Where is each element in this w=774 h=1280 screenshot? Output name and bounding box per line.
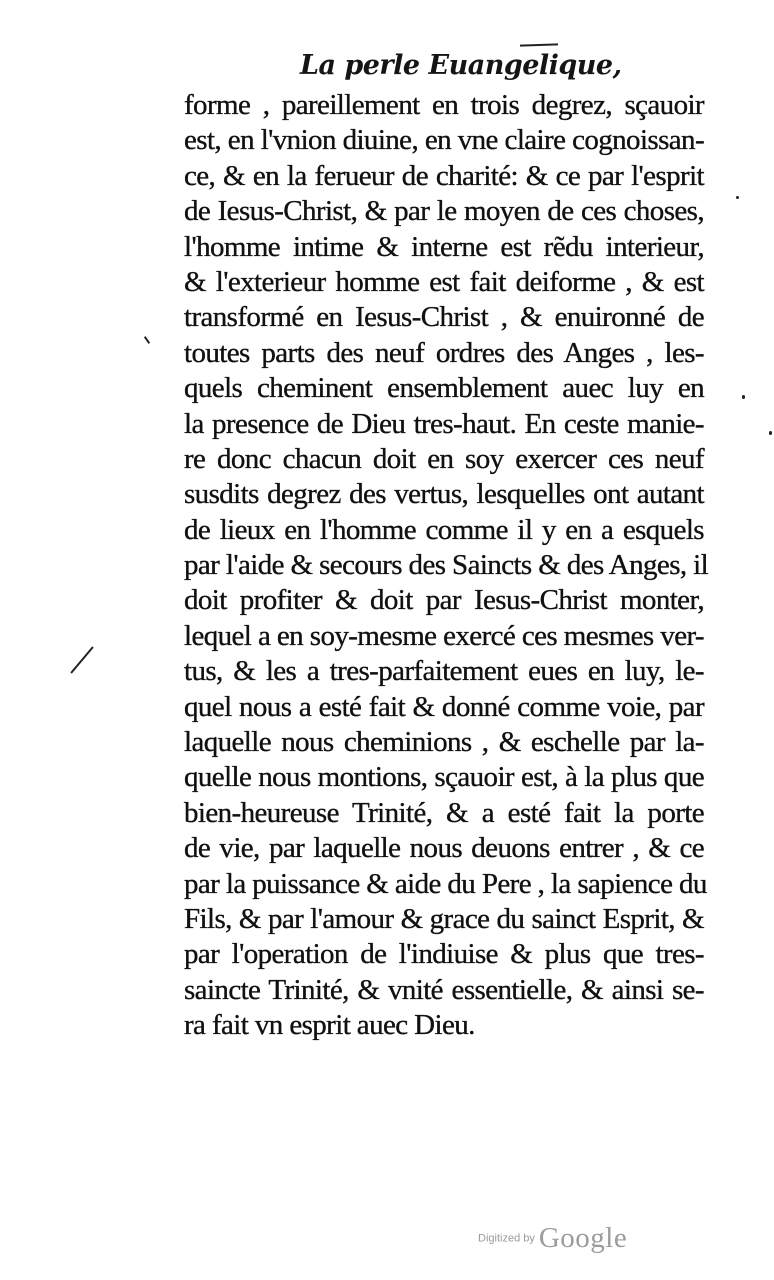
text-line: par l'aide & secours des Saincts & des Anges, il (184, 549, 709, 582)
text-line: de lieux en l'homme comme il y en a esquels (184, 513, 704, 546)
text-line: laquelle nous cheminions , & eschelle par la- (184, 726, 704, 759)
text-line: quel nous a esté fait & donné comme voie, par (184, 690, 704, 723)
text-line: la presence de Dieu tres-haut. En ceste manie- (184, 407, 704, 440)
text-line: ce, & en la ferueur de charité: & ce par l'esprit (184, 159, 704, 192)
scan-speck (70, 646, 93, 673)
scan-speck (742, 395, 745, 399)
text-line: forme , pareillement en trois degrez, sçauoir (184, 89, 704, 121)
text-line: lequel a en soy-mesme exercé ces mesmes ver- (184, 619, 704, 652)
text-line: susdits degrez des vertus, lesquelles ont autant (184, 478, 704, 511)
text-line: tus, & les a tres-parfaitement eues en luy, le- (184, 655, 704, 688)
digitization-footer (478, 1222, 627, 1255)
text-line: par la puissance & aide du Pere , la sapience du (184, 867, 707, 900)
text-line: Fils, & par l'amour & grace du sainct Esprit, & (184, 902, 704, 935)
text-line: saincte Trinité, & vnité essentielle, & ainsi se- (184, 973, 704, 1006)
text-line: quelle nous montions, sçauoir est, à la plus que (184, 761, 704, 794)
text-line: quels cheminent ensemblement auec luy en (184, 372, 704, 405)
scan-speck (144, 336, 150, 344)
text-line: re donc chacun doit en soy exercer ces neuf (184, 442, 704, 475)
scan-speck (520, 43, 558, 46)
text-line: par l'operation de l'indiuise & plus que tres- (184, 938, 704, 971)
text-line: est, en l'vnion diuine, en vne claire cognoissan- (184, 124, 704, 157)
text-line: l'homme intime & interne est rẽdu interieur, (184, 230, 704, 263)
text-line: de Iesus-Christ, & par le moyen de ces choses, (184, 195, 704, 228)
google-logo: Google (538, 1222, 628, 1254)
text-line: & l'exterieur homme est fait deiforme , & est (184, 265, 704, 298)
text-line: toutes parts des neuf ordres des Anges , les- (184, 336, 704, 369)
text-line: bien-heureuse Trinité, & a esté fait la porte (184, 796, 704, 829)
body-text (184, 88, 709, 1044)
digitized-label: Digitized by (478, 1232, 535, 1245)
text-line: de vie, par laquelle nous deuons entrer , & ce (184, 832, 704, 865)
text-line: ra fait vn esprit auec Dieu. (184, 1009, 475, 1042)
running-head: La perle Euangelique, (300, 50, 622, 81)
text-line: transformé en Iesus-Christ , & enuironné de (184, 301, 704, 334)
scan-speck (769, 431, 772, 435)
scan-speck (736, 196, 739, 199)
text-line: doit profiter & doit par Iesus-Christ monter, (184, 584, 704, 617)
